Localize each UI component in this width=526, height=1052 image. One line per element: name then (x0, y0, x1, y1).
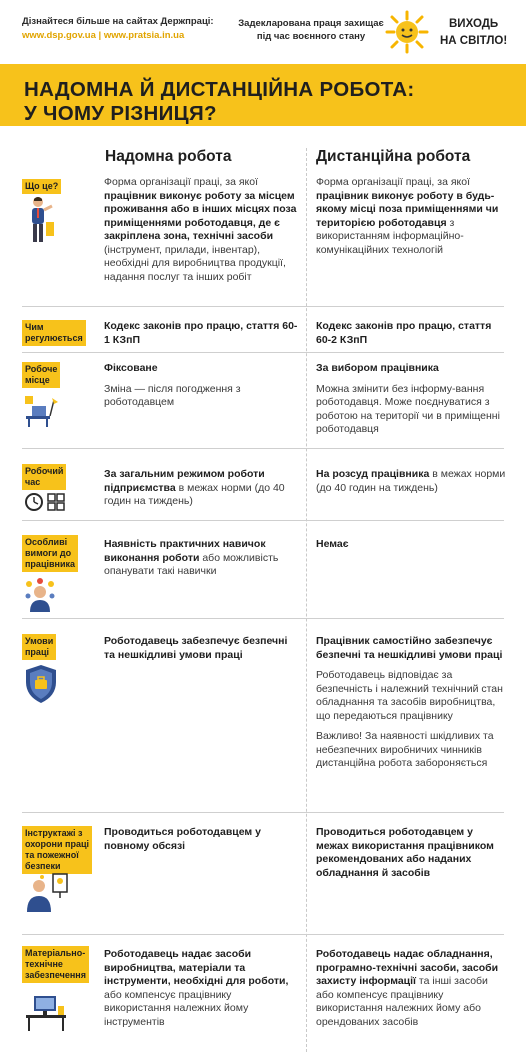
cell-paragraph: За вибором працівника (316, 362, 439, 374)
cell-home-3 (104, 468, 298, 516)
header-slogan-line1: Задекларована праця захищає (238, 18, 384, 29)
cell-remote-4 (316, 538, 506, 559)
cell-home-4 (104, 538, 298, 586)
column-header-remote: Дистанційна робота (316, 148, 471, 165)
skills-icon (25, 578, 55, 612)
row-label-briefings: Інструктажі з охорони праці та пожежної безпеки (22, 826, 92, 874)
shield-icon (24, 664, 58, 704)
cell-remote-5 (316, 635, 506, 778)
row-divider (22, 812, 504, 813)
cell-paragraph: Роботодавець надає обладнання, програмно-технічні засоби, засоби захисту інформації та інші засоби або компенсує працівнику використання належних йому або орендованих засобів (316, 948, 499, 1028)
row-label-conditions: Умови праці (22, 634, 56, 660)
cell-paragraph: Зміна — після погодження з роботодавцем (104, 382, 241, 408)
page-title (24, 78, 415, 126)
clock-icon (24, 492, 66, 512)
row-label-workplace: Робоче місце (22, 362, 60, 388)
row-divider (22, 306, 504, 307)
cell-paragraph: Наявність практичних навичок виконання роботи або можливість опанувати такі навички (104, 538, 279, 577)
cell-remote-7 (316, 948, 506, 1036)
cell-paragraph: Важливо! За наявності шкідливих та небезпечних виробничих чинників дистанційна робота забороняється (316, 730, 494, 769)
cell-home-5 (104, 635, 298, 669)
cell-remote-1 (316, 320, 506, 354)
cell-home-2 (104, 362, 298, 417)
cell-paragraph: За загальним режимом роботи підприємства в межах норми (до 40 годин на тиждень) (104, 468, 285, 507)
cell-remote-0 (316, 176, 506, 264)
campaign-line1: ВИХОДЬ (449, 18, 499, 30)
cell-paragraph: Немає (316, 538, 349, 550)
row-label-what-is-it: Що це? (22, 179, 61, 194)
cell-remote-3 (316, 468, 506, 502)
cell-paragraph: Роботодавець забезпечує безпечні та нешкідливі умови праці (104, 635, 288, 661)
row-divider (22, 520, 504, 521)
cell-home-1 (104, 320, 298, 354)
row-label-regulation: Чим регулюється (22, 320, 86, 346)
column-divider (306, 148, 307, 1052)
cell-paragraph: Форма організації праці, за якої працівник виконує роботу за місцем проживання або в інших місцях поза приміщеннями роботодавця, де є закріплена зона, технічні засоби (інструмент, прилади, інвентар), необхідні для виробництва продукції, надання послуг та інших робіт (104, 176, 297, 283)
row-divider (22, 448, 504, 449)
cell-home-7 (104, 948, 298, 1036)
cell-paragraph: Фіксоване (104, 362, 158, 374)
header-websites-label: Дізнайтеся більше на сайтах Держпраці: (22, 16, 214, 27)
header-slogan (236, 17, 386, 43)
column-header-home: Надомна робота (105, 148, 232, 165)
cell-home-0 (104, 176, 298, 291)
cell-paragraph: Проводиться роботодавцем у межах використання працівником рекомендованих або наданих обладнання й засобів (316, 826, 494, 879)
row-divider (22, 934, 504, 935)
cell-paragraph: Кодекс законів про працю, стаття 60-2 КЗпП (316, 320, 492, 346)
page-title-line2: У ЧОМУ РІЗНИЦЯ? (24, 102, 217, 125)
cell-paragraph: Можна змінити без інформу-вання роботодавця. Може поєднуватися з роботою на території чи в приміщенні роботодавця (316, 382, 500, 435)
worker-icon (28, 196, 56, 244)
header-slogan-line2: під час воєнного стану (256, 31, 366, 42)
cell-home-6 (104, 826, 298, 860)
cell-remote-2 (316, 362, 506, 444)
cell-paragraph: Кодекс законів про працю, стаття 60-1 КЗпП (104, 320, 298, 346)
cell-paragraph: Проводиться роботодавцем у повному обсязі (104, 826, 261, 852)
briefing-icon (25, 872, 69, 920)
header-websites-links[interactable]: www.dsp.gov.ua | www.pratsia.in.ua (22, 30, 185, 41)
sun-logo-icon (385, 10, 429, 54)
cell-remote-6 (316, 826, 506, 887)
cell-paragraph: Роботодавець відповідає за безпечність і належний технічний стан обладнання та засобів виробництва, що передаються працівнику (316, 669, 503, 722)
site-header (0, 0, 526, 62)
cell-paragraph: Працівник самостійно забезпечує безпечні та нешкідливі умови праці (316, 635, 503, 661)
cell-paragraph: Роботодавець надає засоби виробництва, матеріали та інструменти, необхідні для роботи, або компенсує працівнику використання належних йому інструментів (104, 948, 289, 1028)
campaign-line2: НА СВІТЛО! (440, 35, 508, 47)
header-websites (22, 15, 214, 43)
workplace-icon (24, 392, 58, 428)
row-label-material-support: Матеріально- технічне забезпечення (22, 946, 89, 983)
row-label-requirements: Особливі вимоги до працівника (22, 535, 78, 572)
page-title-line1: НАДОМНА Й ДИСТАНЦІЙНА РОБОТА: (24, 78, 415, 101)
cell-paragraph: На розсуд працівника в межах норми (до 40 годин на тиждень) (316, 468, 506, 494)
desk-icon (24, 992, 70, 1032)
header-campaign-name (440, 16, 507, 50)
row-label-working-time: Робочий час (22, 464, 66, 490)
cell-paragraph: Форма організації праці, за якої працівник виконує роботу в будь-якому місці поза приміщеннями чи територією роботодавця з використанням інформаційно-комунікаційних технологій (316, 176, 499, 256)
row-divider (22, 618, 504, 619)
